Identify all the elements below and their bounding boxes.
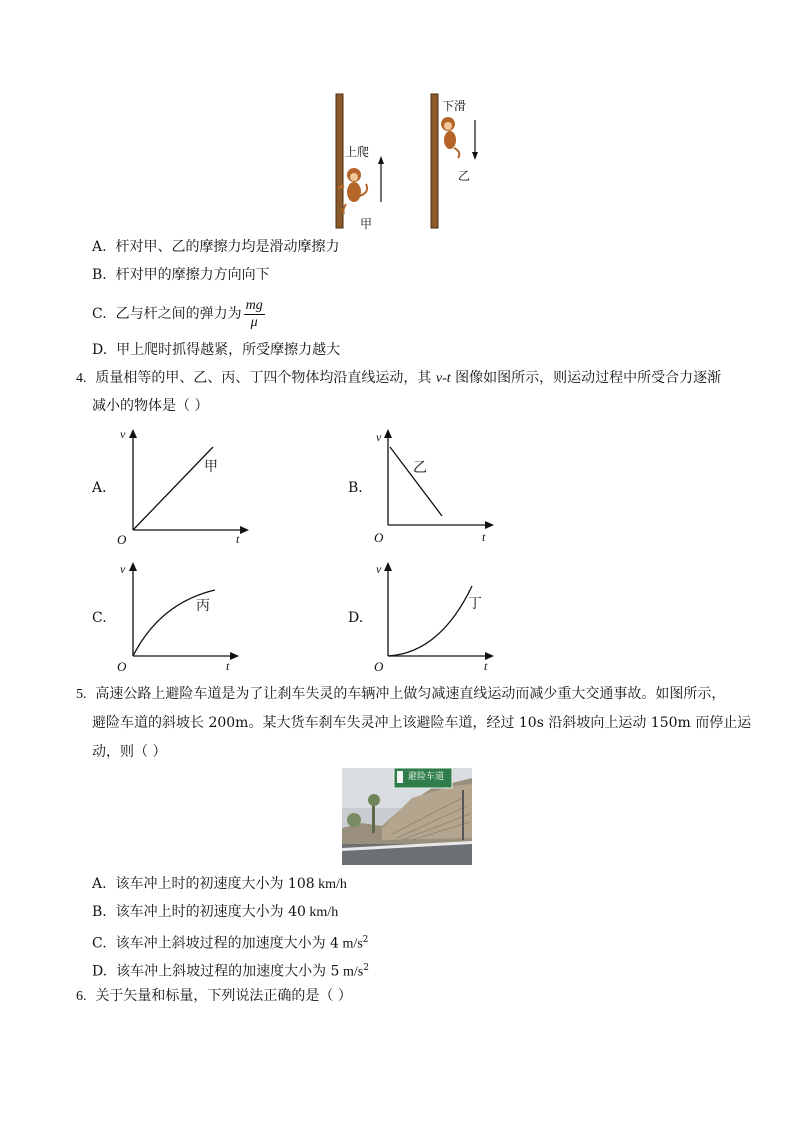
- q5-option-b[interactable]: [92, 902, 338, 923]
- graph-c-letter[interactable]: C.: [92, 610, 107, 626]
- graph-a-t: t: [236, 532, 240, 546]
- graph-b-o: O: [374, 530, 384, 545]
- curve-jia: [133, 447, 213, 530]
- q4-stem-line2: 减小的物体是（ ）: [92, 398, 209, 414]
- option-letter: A.: [92, 239, 107, 255]
- label-up: 上爬: [345, 145, 370, 159]
- option-unit: km/h: [305, 905, 339, 920]
- graph-c: [115, 558, 245, 673]
- graph-a-curve-label: 甲: [204, 459, 218, 475]
- label-down: 下滑: [442, 99, 467, 113]
- q4-stem-part: 图像如图所示，则运动过程中所受合力逐渐: [450, 370, 722, 386]
- option-unit: km/h: [314, 877, 347, 892]
- q4-stem-vt: v-t: [435, 371, 451, 386]
- curve-ding: [388, 586, 472, 656]
- q6-stem-text: 关于矢量和标量，下列说法正确的是（ ）: [95, 988, 352, 1004]
- graph-d: [370, 558, 500, 673]
- q3-option-c[interactable]: [92, 294, 265, 334]
- question-number: 4.: [76, 371, 87, 386]
- q3-option-d[interactable]: [92, 340, 340, 360]
- option-unit-exponent: 2: [362, 935, 369, 945]
- pole-right: [431, 94, 438, 228]
- label-jia: 甲: [360, 217, 373, 231]
- option-letter: D.: [92, 963, 108, 980]
- option-text: 该车冲上时的初速度大小为 40: [115, 904, 306, 920]
- q5-option-c[interactable]: [92, 930, 368, 955]
- graph-d-v: v: [376, 562, 382, 576]
- option-letter: D.: [92, 342, 108, 358]
- option-text: 该车冲上斜坡过程的加速度大小为 5: [116, 963, 340, 980]
- fraction-denominator: μ: [250, 314, 258, 330]
- option-unit: m/s: [339, 964, 364, 980]
- graph-b-letter[interactable]: B.: [348, 480, 363, 496]
- graph-b: [370, 425, 500, 547]
- monkey-yi-icon: [441, 117, 459, 158]
- option-text: 乙与杆之间的弹力为: [115, 306, 242, 322]
- graph-a: [115, 425, 255, 547]
- option-text: 杆对甲、乙的摩擦力均是滑动摩擦力: [115, 239, 340, 255]
- q4-stem-line1: [76, 368, 721, 389]
- fraction-mg-over-mu: [244, 298, 265, 331]
- option-letter: C.: [92, 306, 107, 322]
- ramp-sign-text: 避险车道: [408, 772, 445, 782]
- q4-stem-part: 质量相等的甲、乙、丙、丁四个物体均沿直线运动，其: [95, 370, 436, 386]
- q5-option-d[interactable]: [92, 958, 369, 983]
- q5-stem-line3: 动，则（ ）: [92, 744, 167, 760]
- graph-d-curve-label: 丁: [468, 596, 482, 612]
- q5-stem-part: 高速公路上避险车道是为了让刹车失灵的车辆冲上做匀减速直线运动而减少重大交通事故。如图所示，: [95, 686, 726, 702]
- graph-c-t: t: [226, 659, 230, 673]
- option-text: 该车冲上斜坡过程的加速度大小为 4: [115, 935, 339, 952]
- q3-option-b[interactable]: [92, 265, 270, 285]
- label-yi: 乙: [458, 169, 471, 183]
- option-text: 甲上爬时抓得越紧，所受摩擦力越大: [116, 342, 341, 358]
- graph-a-letter[interactable]: A.: [92, 480, 107, 496]
- option-letter: B.: [92, 904, 107, 920]
- option-letter: B.: [92, 267, 107, 283]
- escape-ramp-photo-svg: [342, 768, 472, 865]
- q6-stem: [76, 986, 352, 1007]
- option-text: 该车冲上时的初速度大小为 108: [115, 876, 315, 892]
- q5-stem-line1: [76, 684, 725, 705]
- option-text: 杆对甲的摩擦力方向向下: [115, 267, 270, 283]
- graph-a-o: O: [117, 532, 127, 547]
- graph-c-curve-label: 丙: [196, 598, 210, 614]
- option-letter: A.: [92, 876, 107, 892]
- option-letter: C.: [92, 935, 107, 952]
- graph-c-o: O: [117, 659, 127, 674]
- fraction-numerator: mg: [245, 297, 263, 313]
- graph-d-o: O: [374, 659, 384, 674]
- graph-c-v: v: [120, 562, 126, 576]
- graph-a-v: v: [120, 427, 126, 441]
- q5-stem-line2: 避险车道的斜坡长 200m。某大货车刹车失灵冲上该避险车道，经过 10s 沿斜坡向上运动 150m 而停止运: [92, 715, 752, 731]
- q3-option-a[interactable]: [92, 237, 339, 257]
- graph-d-letter[interactable]: D.: [348, 610, 364, 626]
- graph-b-curve-label: 乙: [413, 460, 427, 476]
- graph-b-t: t: [482, 530, 486, 544]
- escape-ramp-photo: [342, 768, 472, 865]
- q5-option-a[interactable]: [92, 874, 347, 895]
- graph-b-v: v: [376, 430, 382, 444]
- graph-d-t: t: [484, 659, 488, 673]
- question-number: 6.: [76, 989, 87, 1004]
- option-unit: m/s: [338, 936, 363, 952]
- question-number: 5.: [76, 687, 87, 702]
- monkey-figure: [330, 92, 490, 232]
- pole-left: [336, 94, 343, 228]
- option-unit-exponent: 2: [363, 963, 369, 973]
